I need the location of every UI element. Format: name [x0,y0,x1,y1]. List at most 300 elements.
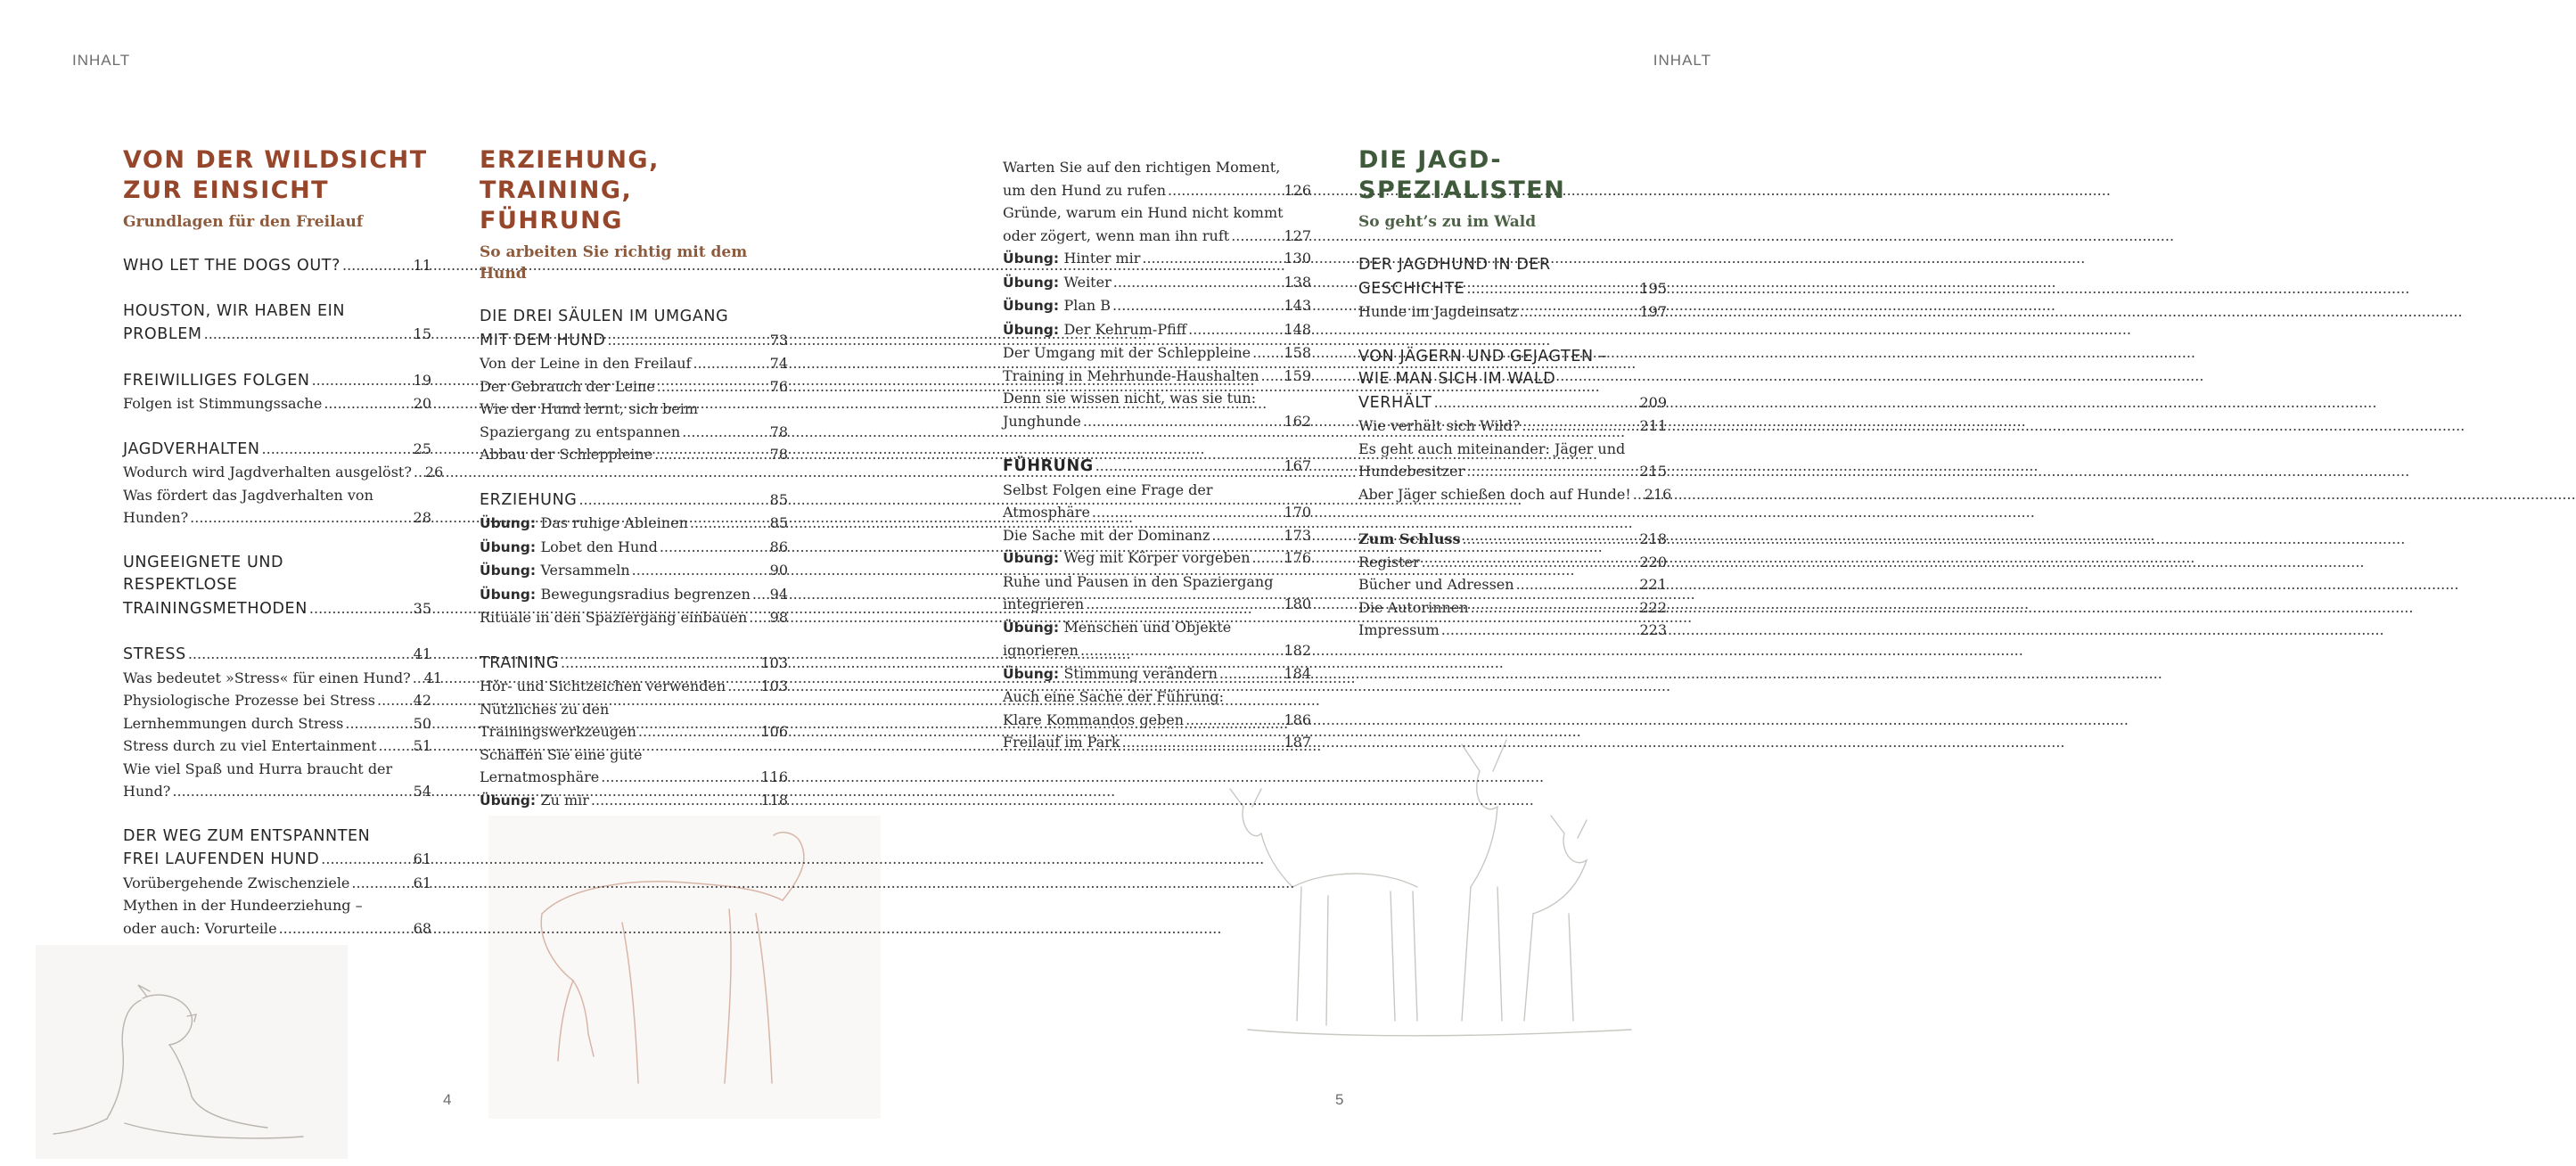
toc-entry[interactable] [123,758,431,781]
exercise-prefix: Übung: [1003,321,1064,338]
toc-entry-title [480,443,652,466]
toc-entry[interactable] [1003,201,1311,225]
toc-entry-title [1358,483,1631,506]
toc-entry-title [1358,348,1607,365]
toc-entry-text: Auch eine Sache der Führung: [1003,688,1225,705]
dot-leader [601,766,758,789]
toc-chapter-heading[interactable] [123,643,431,667]
toc-entry-title [123,689,375,712]
toc-entry-title [1003,318,1186,342]
toc-entry-text: um den Hund zu rufen [1003,181,1167,199]
toc-entry-title [123,667,411,690]
toc-entry-text: ERZIEHUNG [480,490,578,509]
toc-chapter-heading[interactable] [1358,346,1667,369]
toc-entry-title [123,849,319,872]
toc-entry-group [123,369,431,415]
toc-entry[interactable] [480,536,788,560]
toc-page-number: 222 [1639,598,1667,616]
dot-leader [377,689,411,712]
toc-entry-title [1358,551,1420,574]
toc-entry[interactable] [1358,573,1667,596]
toc-entry-title [480,720,636,743]
toc-page-number: 195 [1639,279,1667,297]
dot-leader [1633,483,1642,506]
toc-page-number: 130 [1284,250,1311,267]
toc-entry-title [1003,662,1218,686]
toc-entry[interactable] [1358,551,1667,574]
toc-entry-title [1358,573,1514,596]
toc-entry-title [1003,481,1212,498]
toc-entry[interactable] [1358,300,1667,324]
toc-entry-text: Lobet den Hund [540,538,658,555]
toc-page-number: 42 [413,692,431,709]
toc-entry-text: DER WEG ZUM ENTSPANNTEN [123,826,371,845]
toc-entry[interactable] [1003,318,1311,342]
toc-entry[interactable] [123,484,431,507]
toc-entry[interactable] [1003,247,1311,271]
toc-entry-group [1003,156,1311,432]
toc-entry-title [1358,619,1440,642]
toc-entry[interactable] [123,872,431,895]
dot-leader [324,392,410,415]
toc-page-number: 170 [1284,504,1311,521]
toc-entry-text: Atmosphäre [1003,504,1090,521]
toc-entry[interactable] [1358,596,1667,620]
toc-chapter-heading[interactable] [480,329,788,353]
toc-entry-title [1358,440,1625,457]
dot-leader [1086,593,1281,616]
toc-page-number: 118 [760,791,788,809]
toc-entry-text: Der Umgang mit der Schleppleine [1003,344,1251,361]
dot-leader [1466,277,1637,300]
toc-entry-title [123,302,345,320]
section-subtitle: So arbeiten Sie richtig mit dem Hund [480,243,748,283]
toc-page-number: 218 [1639,530,1667,547]
toc-entry[interactable] [1358,483,1672,506]
toc-entry[interactable] [1003,225,1311,248]
toc-page-number: 184 [1284,664,1311,682]
toc-page-number: 50 [413,714,431,732]
toc-entry[interactable] [480,789,788,813]
toc-entry-title [1003,731,1120,754]
toc-entry-title [480,308,728,325]
section-title-line: ZUR EINSICHT [123,177,330,204]
toc-entry[interactable] [123,780,431,803]
dot-leader [204,323,411,346]
toc-entry-title [1358,528,1460,551]
toc-entry[interactable] [123,689,431,712]
toc-entry-title [123,506,188,530]
toc-entry[interactable] [1358,438,1667,461]
toc-entry[interactable] [123,917,431,940]
exercise-prefix: Übung: [480,515,541,531]
toc-entry-text: Zu mir [540,791,589,809]
toc-entry-group [123,300,431,347]
dot-leader [1188,318,1281,341]
dot-leader [727,675,758,698]
toc-chapter-heading[interactable] [1358,254,1667,277]
toc-entry-text: Wie viel Spaß und Hurra braucht der [123,760,393,777]
toc-section-jagd [1358,145,1672,664]
toc-entry-title [480,489,577,513]
toc-entry[interactable] [1003,501,1311,524]
toc-entry[interactable] [1003,294,1311,318]
toc-entry[interactable] [1003,524,1311,547]
toc-entry[interactable] [123,712,431,735]
toc-entries [1003,156,1311,754]
toc-entry-text: Register [1358,553,1420,571]
dot-leader [345,712,410,735]
section-title [123,145,431,206]
toc-entry-text: Spaziergang zu entspannen [480,423,681,440]
toc-entry-title [123,780,170,803]
toc-entry-title [123,392,322,415]
toc-page-number: 143 [1284,297,1311,314]
toc-entries [123,254,444,940]
toc-entry-title [123,370,310,393]
toc-entry-text: Nützliches zu den [480,700,610,718]
toc-entry-text: Hundebesitzer [1358,463,1465,480]
toc-entry-text: Mythen in der Hundeerziehung – [123,897,363,914]
section-title [1358,145,1667,206]
toc-entry[interactable] [480,421,788,444]
toc-entry[interactable] [480,583,788,607]
dot-leader [1516,573,1637,596]
toc-entry[interactable] [1003,365,1311,388]
toc-page-number: 216 [1644,485,1672,503]
toc-chapter-heading[interactable] [123,323,431,347]
toc-entry-text: Ruhe und Pausen in den Spaziergang [1003,572,1274,590]
toc-entry[interactable] [123,735,431,758]
toc-page-number: 85 [769,514,788,531]
toc-entry-title [1003,709,1184,732]
dot-leader [188,643,411,666]
dot-leader [1092,501,1282,524]
toc-chapter-heading[interactable] [1358,277,1667,301]
dot-leader [1261,365,1282,388]
section-title-line: FÜHRUNG [480,207,623,234]
toc-entry-title [480,766,599,789]
toc-entry[interactable] [1003,686,1311,709]
section-title-line: VON DER WILDSICHT [123,146,428,174]
toc-entry[interactable] [480,698,788,721]
exercise-prefix: Übung: [480,562,541,579]
toc-entry[interactable] [480,352,788,375]
toc-entry-text: ignorieren [1003,642,1079,659]
toc-entry-title [1003,546,1251,571]
dot-leader [1441,619,1637,642]
toc-entry-text: WIE MAN SICH IM WALD [1358,370,1556,388]
toc-entry-text: Von der Leine in den Freilauf [480,355,692,372]
toc-chapter-heading[interactable] [480,489,788,513]
dot-leader [1466,460,1637,483]
toc-entry[interactable] [123,667,443,690]
toc-entry[interactable] [1003,341,1311,365]
toc-entry[interactable] [480,606,788,629]
toc-page-number: 76 [769,377,788,395]
toc-entry-text: VERHÄLT [1358,393,1432,412]
toc-entry-title [480,675,726,698]
toc-entry[interactable] [1358,619,1667,642]
toc-entry[interactable] [480,743,788,767]
toc-entry-text: Stimmung verändern [1063,664,1218,682]
toc-page-number: 103 [760,653,788,671]
toc-entry-title [123,827,370,845]
toc-entry[interactable] [1003,387,1311,410]
toc-page-number: 90 [769,562,788,579]
toc-entry-title [123,917,277,940]
toc-chapter-heading[interactable] [123,369,431,393]
toc-page-number: 158 [1284,344,1311,361]
toc-entry-group [480,306,788,466]
toc-entry[interactable] [1003,179,1311,202]
toc-entry-title [123,576,237,594]
toc-entry-text: Hunden? [123,509,189,526]
toc-page-number: 162 [1284,412,1311,430]
toc-entry-text: Vorübergehende Zwischenziele [123,874,350,891]
toc-entry-text: Warten Sie auf den richtigen Moment, [1003,159,1281,176]
toc-entry[interactable] [123,894,431,917]
toc-page-number: 73 [769,331,788,349]
section-subtitle: So geht’s zu im Wald [1358,213,1537,231]
toc-entry-title [1358,392,1432,415]
toc-entry-title [123,872,349,895]
toc-page-number: 173 [1284,526,1311,544]
toc-entry-title [123,598,308,621]
toc-chapter-heading[interactable] [480,306,788,329]
toc-entry-text: Hör- und Sichtzeichen verwenden [480,677,726,694]
dot-leader [1522,415,1637,438]
toc-page-number: 223 [1639,621,1667,638]
toc-entry[interactable] [1003,709,1311,732]
toc-entry[interactable] [123,392,431,415]
toc-entry-title [1003,204,1284,221]
toc-page-number: 176 [1284,549,1311,566]
toc-entry-title [480,583,751,607]
toc-entry-title [1003,524,1210,547]
toc-entry-text: Schaffen Sie eine gute [480,745,643,763]
toc-entry-text: Was fördert das Jagdverhalten von [123,486,373,504]
dot-leader [414,461,422,484]
dot-leader [638,720,759,743]
toc-entry[interactable] [480,398,788,421]
toc-entry-title [480,746,643,763]
exercise-prefix: Übung: [1003,298,1064,314]
toc-entry-title [480,512,688,536]
toc-page-number: 209 [1639,393,1667,411]
running-head-right: INHALT [1653,52,1711,69]
toc-page-number: 68 [413,919,431,937]
toc-entry-text: WHO LET THE DOGS OUT? [123,257,340,275]
dot-leader [1211,524,1281,547]
toc-entry-title [1003,593,1084,616]
toc-entry-text: DER JAGDHUND IN DER [1358,256,1551,274]
running-head-left: INHALT [72,52,131,69]
toc-entry-title [1003,619,1231,636]
toc-entry-title [1003,365,1259,388]
toc-entry-title [123,487,373,504]
toc-entry[interactable] [480,675,788,698]
toc-entry[interactable] [1358,528,1667,551]
toc-entry-group [1358,528,1667,642]
toc-entry[interactable] [480,559,788,583]
toc-entry[interactable] [1003,156,1311,179]
toc-page-number: 197 [1639,303,1667,320]
toc-entry[interactable] [1003,662,1311,686]
toc-entry-text: Hunde im Jagdeinsatz [1358,303,1518,320]
dot-leader [321,848,410,871]
toc-chapter-heading[interactable] [123,438,431,462]
toc-entry-text: Trainingswerkzeugen [480,723,636,740]
toc-entry[interactable] [1003,571,1311,594]
toc-entry-group [480,489,788,629]
toc-chapter-heading[interactable] [123,825,431,849]
toc-entry[interactable] [1003,731,1311,754]
toc-chapter-heading[interactable] [123,552,431,575]
dot-leader [190,506,410,530]
toc-entry[interactable] [480,766,788,789]
toc-entry-title [480,701,609,718]
toc-page-number: 106 [760,723,788,740]
toc-entry-title [123,554,283,571]
toc-entry[interactable] [480,443,788,466]
toc-chapter-heading[interactable] [123,574,431,597]
toc-entry-title [480,421,680,444]
toc-entry-group [123,825,431,940]
toc-entries [1358,254,1672,642]
toc-entry-text: Aber Jäger schießen doch auf Hunde! [1358,485,1631,503]
toc-page-number: 138 [1284,273,1311,291]
dot-leader [1113,271,1282,294]
toc-chapter-heading[interactable] [480,652,788,676]
toc-entry[interactable] [480,512,788,536]
toc-page-number: 127 [1284,226,1311,244]
toc-chapter-heading[interactable] [1358,368,1667,391]
toc-entry-text: oder auch: Vorurteile [123,919,277,937]
toc-chapter-heading[interactable] [123,254,431,278]
toc-entry-title [1003,159,1280,176]
toc-page-number: 61 [413,850,431,867]
toc-entry-title [1003,294,1111,318]
dot-leader [752,583,767,606]
toc-entry-text: Der Gebrauch der Leine [480,377,655,395]
toc-entry[interactable] [1003,616,1311,640]
exercise-prefix: Übung: [480,586,541,603]
toc-entry-group [1003,455,1311,754]
dot-leader [1080,639,1282,662]
dot-leader [1422,551,1637,574]
toc-page-number: 148 [1284,320,1311,338]
toc-entry[interactable] [1358,415,1667,438]
dot-leader [1471,596,1637,620]
toc-chapter-heading[interactable] [123,848,431,872]
toc-entry[interactable] [123,506,431,530]
toc-page-number: 221 [1639,576,1667,593]
dot-leader [578,489,767,512]
toc-page-number: 41 [423,669,443,686]
toc-chapter-heading[interactable] [123,597,431,621]
toc-entry-title [1358,596,1469,620]
toc-section-continuation [1003,156,1311,776]
toc-page-number: 20 [413,395,431,412]
toc-entry-text: Impressum [1358,621,1440,638]
toc-entry-title [1003,410,1081,433]
toc-entry[interactable] [1003,410,1311,433]
toc-entry-group [480,652,788,813]
toc-entry-title [123,324,202,347]
dot-leader [561,652,758,675]
section-subtitle: Grundlagen für den Freilauf [123,213,364,231]
toc-entry-title [123,760,392,777]
toc-entry-text: TRAINING [480,653,559,672]
toc-entry[interactable] [1003,546,1311,571]
toc-page-number: 186 [1284,710,1311,728]
toc-entry[interactable] [123,461,444,484]
toc-entry[interactable] [1003,639,1311,662]
toc-entry[interactable] [1003,271,1311,295]
toc-entry-title [1003,573,1273,590]
dot-leader [690,512,767,535]
dot-leader [413,667,422,690]
toc-chapter-heading[interactable] [1358,391,1667,415]
toc-entry[interactable] [480,720,788,743]
dot-leader [309,597,411,620]
toc-entry-text: FÜHRUNG [1003,457,1094,475]
toc-entry-text: HOUSTON, WIR HABEN EIN [123,301,346,320]
toc-entry[interactable] [1003,593,1311,616]
dot-leader [1462,528,1637,551]
toc-entry-text: Lernhemmungen durch Stress [123,714,344,732]
toc-entry-title [123,255,340,278]
toc-entry-text: RESPEKTLOSE [123,576,238,594]
toc-entries [480,306,788,812]
toc-entry-text: UNGEEIGNETE UND [123,553,284,571]
toc-entry-title [480,330,605,353]
toc-chapter-heading[interactable] [123,300,431,324]
toc-entry-text: DIE DREI SÄULEN IM UMGANG [480,308,729,325]
toc-entry-text: Junghunde [1003,412,1081,430]
toc-entry-text: Es geht auch miteinander: Jäger und [1358,439,1626,457]
toc-entry-text: Was bedeutet »Stress« für einen Hund? [123,669,411,686]
toc-entry[interactable] [1003,479,1311,502]
toc-entry-title [1358,278,1464,301]
toc-entry-text: Physiologische Prozesse bei Stress [123,692,375,709]
toc-entry-title [1003,501,1090,524]
page-number-right: 5 [1335,1091,1344,1108]
toc-entry-text: FREI LAUFENDEN HUND [123,850,320,868]
toc-section-wildsicht [123,145,444,962]
toc-entry-text: Das ruhige Ableinen [540,514,688,531]
dot-leader [1520,300,1637,324]
toc-entry-title [123,439,260,462]
toc-entry[interactable] [480,375,788,398]
section-title-line: DIE JAGD- [1358,146,1503,174]
toc-entry-text: Wodurch wird Jagdverhalten ausgelöst? [123,464,412,480]
toc-entry-group [123,643,443,803]
exercise-prefix: Übung: [1003,274,1064,291]
toc-entry[interactable] [1358,460,1667,483]
exercise-prefix: Übung: [480,538,541,555]
toc-entry-text: oder zögert, wenn man ihn ruft [1003,226,1230,244]
toc-entry-group [1358,254,1667,324]
toc-chapter-heading[interactable] [1003,455,1311,479]
exercise-prefix: Übung: [1003,619,1064,636]
toc-page-number: 74 [769,355,788,372]
toc-entry-title [1003,247,1140,271]
toc-page-number: 86 [769,538,788,555]
toc-entry-text: Training in Mehrhunde-Haushalten [1003,366,1259,384]
page-number-left: 4 [443,1091,452,1108]
